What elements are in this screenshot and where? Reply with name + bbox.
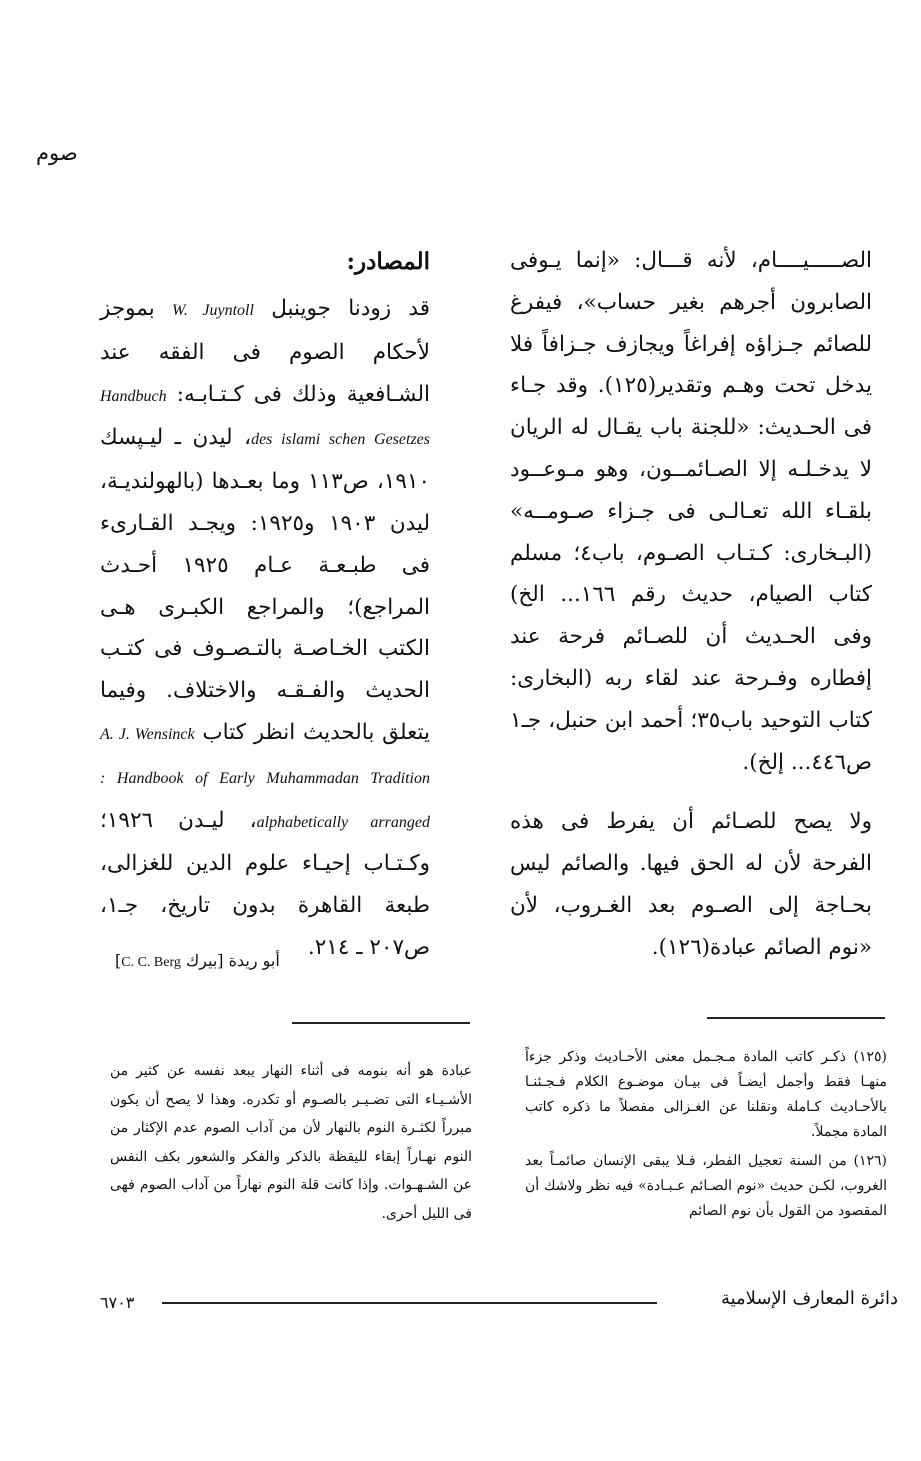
signature-bracket: ] <box>115 951 122 970</box>
sources-text: ، ليدن ـ ليـپسك ١٩١٠، ص١١٣ وما بعـدها (بالهولنديـة، ليدن ١٩٠٣ و١٩٢٥: ويجـد القـارىء فى طبـعـة عـام ١٩٢٥ أحـدث المراجع)؛ والمراجع الكبـرى هـى الكتب الخـاصـة بالتـصـوف فى كتـب الحديث والفـقـه والاختلاف. وفيما يتعلق بالحديث انظر كتاب <box>100 425 431 745</box>
sources-text: بموجز لأحكام الصوم فى الفقه عند الشـافعية وذلك فى كـتـابـه: <box>100 296 430 407</box>
footnote-divider <box>707 1017 885 1019</box>
page-number: ٦٧٠٣ <box>100 1293 135 1312</box>
sources-paragraph <box>100 288 430 969</box>
footnote-continuation: عبادة هو أنه بنومه فى أثناء النهار يبعد نفسه عن كثير من الأشـيـاء التى تضـيـر بالصـوم أو تكدره. وهذا لا يصح أن يكون مبرراً لكثـرة النوم بالنهار لأن من آداب الصوم عدم الإكثار من النوم نهـاراً إبقاء لليقظة بالذكر والفكر والشعور بكف النفس عن الشـهـوات. وإذا كانت قلة النوم نهاراً من آداب الصوم فهى فى الليل أحرى. <box>110 1063 472 1222</box>
sources-text: قد زودنا جوينبل <box>271 296 430 321</box>
signature-latin: C. C. Berg <box>121 955 181 970</box>
footnotes-right <box>525 1045 887 1224</box>
sources-text: ، ليـدن ١٩٢٦؛ وكـتـاب إحيـاء علوم الدين للغزالى، طبعة القاهرة بدون تاريخ، جـ١، ص٢٠٧ ـ ٢١٤. <box>100 807 430 960</box>
footer-title: دائرة المعارف الإسلامية <box>720 1288 898 1309</box>
right-column <box>510 240 872 969</box>
left-column <box>100 240 430 969</box>
footnote-125: (١٢٥) ذكـر كاتب المادة مـجـمل معنى الأحـاديث وذكر جزءاً منهـا فقط وأجمل أيضـاً فى بيـان موضـوع الكلام فـجـئنـا بالأحـاديث كـاملة ونقلنا عن الغـزالى مفصلاً ما ذكره كاتب المادة مجملاً. <box>525 1049 887 1140</box>
body-paragraph: ولا يصح للصـائم أن يفرط فى هذه الفرحة لأن له الحق فيها. والصائم ليس بحـاجة إلى الصـوم بعد الغـروب، لأن «نوم الصائم عبادة(١٢٦). <box>510 809 872 960</box>
footer-divider <box>162 1302 657 1304</box>
signature-arabic: أبو ريدة [بيرك <box>185 951 280 970</box>
author-signature <box>115 948 325 976</box>
latin-book-title: A. J. Wensinck : Handbook of Early Muhammadan Tradition alphabetically arranged <box>100 725 430 831</box>
body-paragraph: الصـــــيــــام، لأنه قـــال: «إنما يـوفى الصابرون أجرهم بغير حساب»، فيفرغ للصائم جـزاؤه إفراغاً ويجازف جـزافاً فلا يدخل تحت وهـم وتقدير(١٢٥). وقد جـاء فى الحـديث: «للجنة باب يقـال له الريان لا يدخـلـه إلا الصـائمــون، وهو مـوعــود بلقـاء الله تعـالـى فى جـزاء صـومــه» (البـخارى: كـتـاب الصـوم، باب٤؛ مسلم كتاب الصيام، حديث رقم ١٦٦... الخ) وفى الحـديث أن للصـائم فرحة عند إفطاره وفـرحة عند لقاء ربه (البخارى: كتاب التوحيد باب٣٥؛ أحمد ابن حنبل، جـ١ ص٤٤٦... إلخ). <box>510 248 872 775</box>
running-header: صوم <box>36 141 78 165</box>
sources-heading: المصادر: <box>346 248 430 275</box>
footnote-divider <box>292 1022 470 1024</box>
footnote-126: (١٢٦) من السنة تعجيل الفطر، فـلا يبقى الإنسان صائمـاً بعد الغروب، لكـن حديث «نوم الصـائم عـبـادة» فيه نظر ولاشك أن المقصود من القول بأن نوم الصائم <box>525 1153 887 1219</box>
latin-book-title: Handbuch des islami schen Gesetzes <box>100 387 430 449</box>
latin-author: W. Juyntoll <box>172 302 254 319</box>
